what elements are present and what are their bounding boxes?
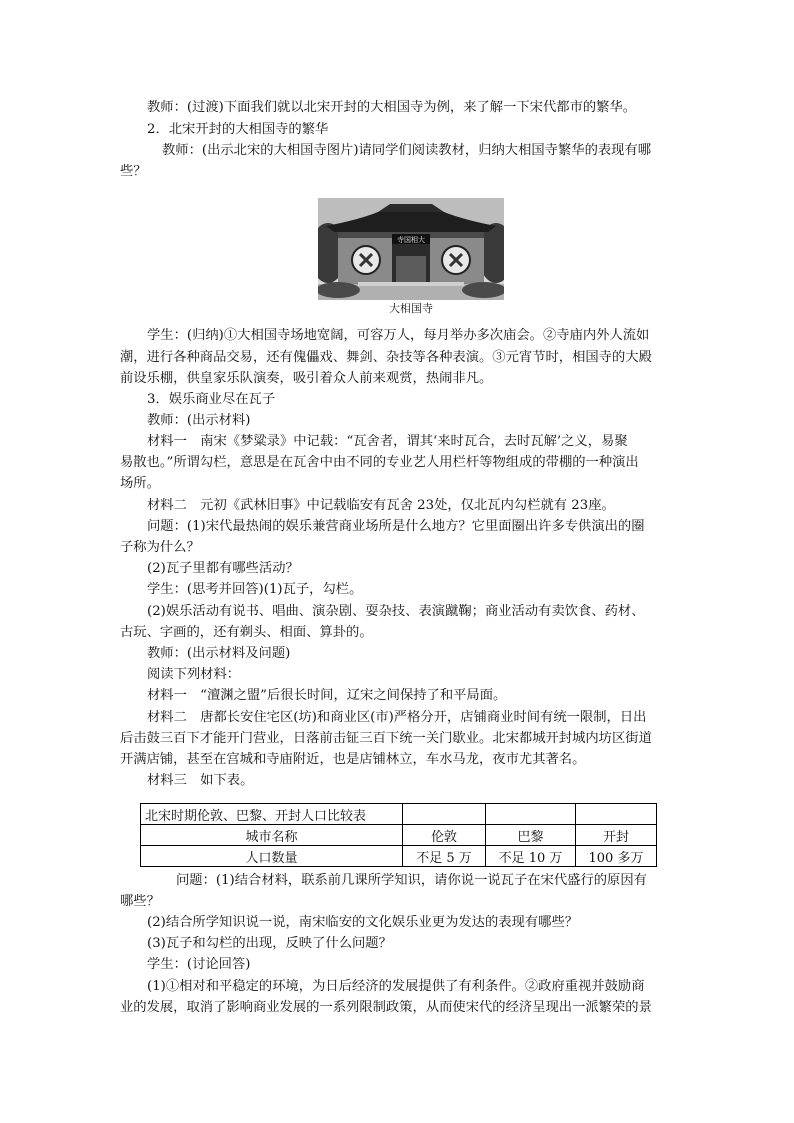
text-line: 学生：(归纳)①大相国寺场地宽阔，可容万人，每月举办多次庙会。②寺庙内外人流如 (147, 328, 650, 343)
table-header-cell: 巴黎 (486, 825, 576, 846)
text-line: 教师：(出示北宋的大相国寺图片)请同学们阅读教材，归纳大相国寺繁华的表现有哪 (162, 143, 652, 158)
table-row (141, 804, 657, 825)
text-line: 问题：(1)结合材料，联系前几课所学知识，请你说一说瓦子在宋代盛行的原因有 (176, 873, 647, 888)
table-cell: 不足 10 万 (486, 846, 576, 867)
table-cell: 100 多万 (576, 846, 657, 867)
text-line: 后击鼓三百下才能开门营业，日落前击钲三百下统一关门歇业。北宋都城开封城内坊区街道 (120, 731, 652, 746)
text-line: (2)结合所学知识说一说，南宋临安的文化娱乐业更为发达的表现有哪些？ (147, 915, 579, 930)
text-line: 些？ (120, 164, 147, 179)
table-cell (486, 804, 576, 825)
temple-photo (318, 198, 504, 300)
text-line: (3)瓦子和勾栏的出现，反映了什么问题？ (147, 936, 392, 951)
text-line: 开满店铺，甚至在宫城和寺庙附近，也是店铺林立，车水马龙，夜市尤其著名。 (120, 752, 586, 767)
table-row (141, 846, 657, 867)
text-line: 学生：(思考并回答)(1)瓦子，勾栏。 (147, 582, 363, 597)
text-line: 材料二 唐都长安住宅区(坊)和商业区(市)严格分开，店铺商业时间有统一限制，日出 (147, 710, 647, 725)
table-header-cell: 开封 (576, 825, 657, 846)
table-header-cell: 城市名称 (141, 825, 403, 846)
text-line: 易散也。”所谓勾栏，意思是在瓦舍中由不同的专业艺人用栏杆等物组成的带棚的一种演出 (120, 455, 639, 470)
population-table (140, 803, 657, 867)
text-line: 材料二 元初《武林旧事》中记载临安有瓦舍 23处，仅北瓦内勾栏就有 23座。 (147, 498, 615, 513)
text-line: 业的发展，取消了影响商业发展的一系列限制政策，从而使宋代的经济呈现出一派繁荣的景 (120, 1000, 652, 1015)
section-heading: 3．娱乐商业尽在瓦子 (147, 392, 276, 407)
text-line: 古玩、字画的，还有剃头、相面、算卦的。 (120, 625, 373, 640)
text-line: (1)①相对和平稳定的环境，为日后经济的发展提供了有利条件。②政府重视并鼓励商 (147, 979, 645, 994)
text-line: 材料一 南宋《梦粱录》中记载：“瓦舍者，谓其‘来时瓦合，去时瓦解’之义，易聚 (147, 434, 628, 449)
text-line: 教师：(出示材料) (147, 413, 251, 428)
text-line: 哪些？ (120, 894, 160, 909)
figure-caption: 大相国寺 (389, 302, 433, 315)
table-header-cell: 伦敦 (403, 825, 486, 846)
temple-plaque-text: 寺国相大 (397, 236, 425, 244)
text-line: (2)瓦子里都有哪些活动？ (147, 561, 299, 576)
temple-illustration (318, 198, 504, 300)
table-cell: 人口数量 (141, 846, 403, 867)
text-line: 材料三 如下表。 (147, 773, 254, 788)
text-line: 场所。 (120, 476, 160, 491)
table-row (141, 825, 657, 846)
text-line: 教师：(出示材料及问题) (147, 646, 291, 661)
table-cell (403, 804, 486, 825)
table-title-cell: 北宋时期伦敦、巴黎、开封人口比较表 (141, 804, 403, 825)
text-line: 问题：(1)宋代最热闹的娱乐兼营商业场所是什么地方？它里面圈出许多专供演出的圈 (147, 519, 645, 534)
text-line: (2)娱乐活动有说书、唱曲、演杂剧、耍杂技、表演蹴鞠；商业活动有卖饮食、药材、 (147, 604, 645, 619)
text-line: 阅读下列材料： (147, 667, 241, 682)
section-heading: 2．北宋开封的大相国寺的繁华 (147, 122, 329, 137)
text-line: 子称为什么？ (120, 540, 200, 555)
text-line: 教师：(过渡)下面我们就以北宋开封的大相国寺为例，来了解一下宋代都市的繁华。 (147, 100, 637, 115)
table-cell: 不足 5 万 (403, 846, 486, 867)
table-cell (576, 804, 657, 825)
text-line: 材料一 “澶渊之盟”后很长时间，辽宋之间保持了和平局面。 (147, 688, 507, 703)
text-line: 学生：(讨论回答) (147, 957, 251, 972)
text-line: 潮，进行各种商品交易，还有傀儡戏、舞剑、杂技等各种表演。③元宵节时，相国寺的大殿 (120, 350, 652, 365)
text-line: 前设乐棚，供皇家乐队演奏，吸引着众人前来观赏，热闹非凡。 (120, 371, 493, 386)
